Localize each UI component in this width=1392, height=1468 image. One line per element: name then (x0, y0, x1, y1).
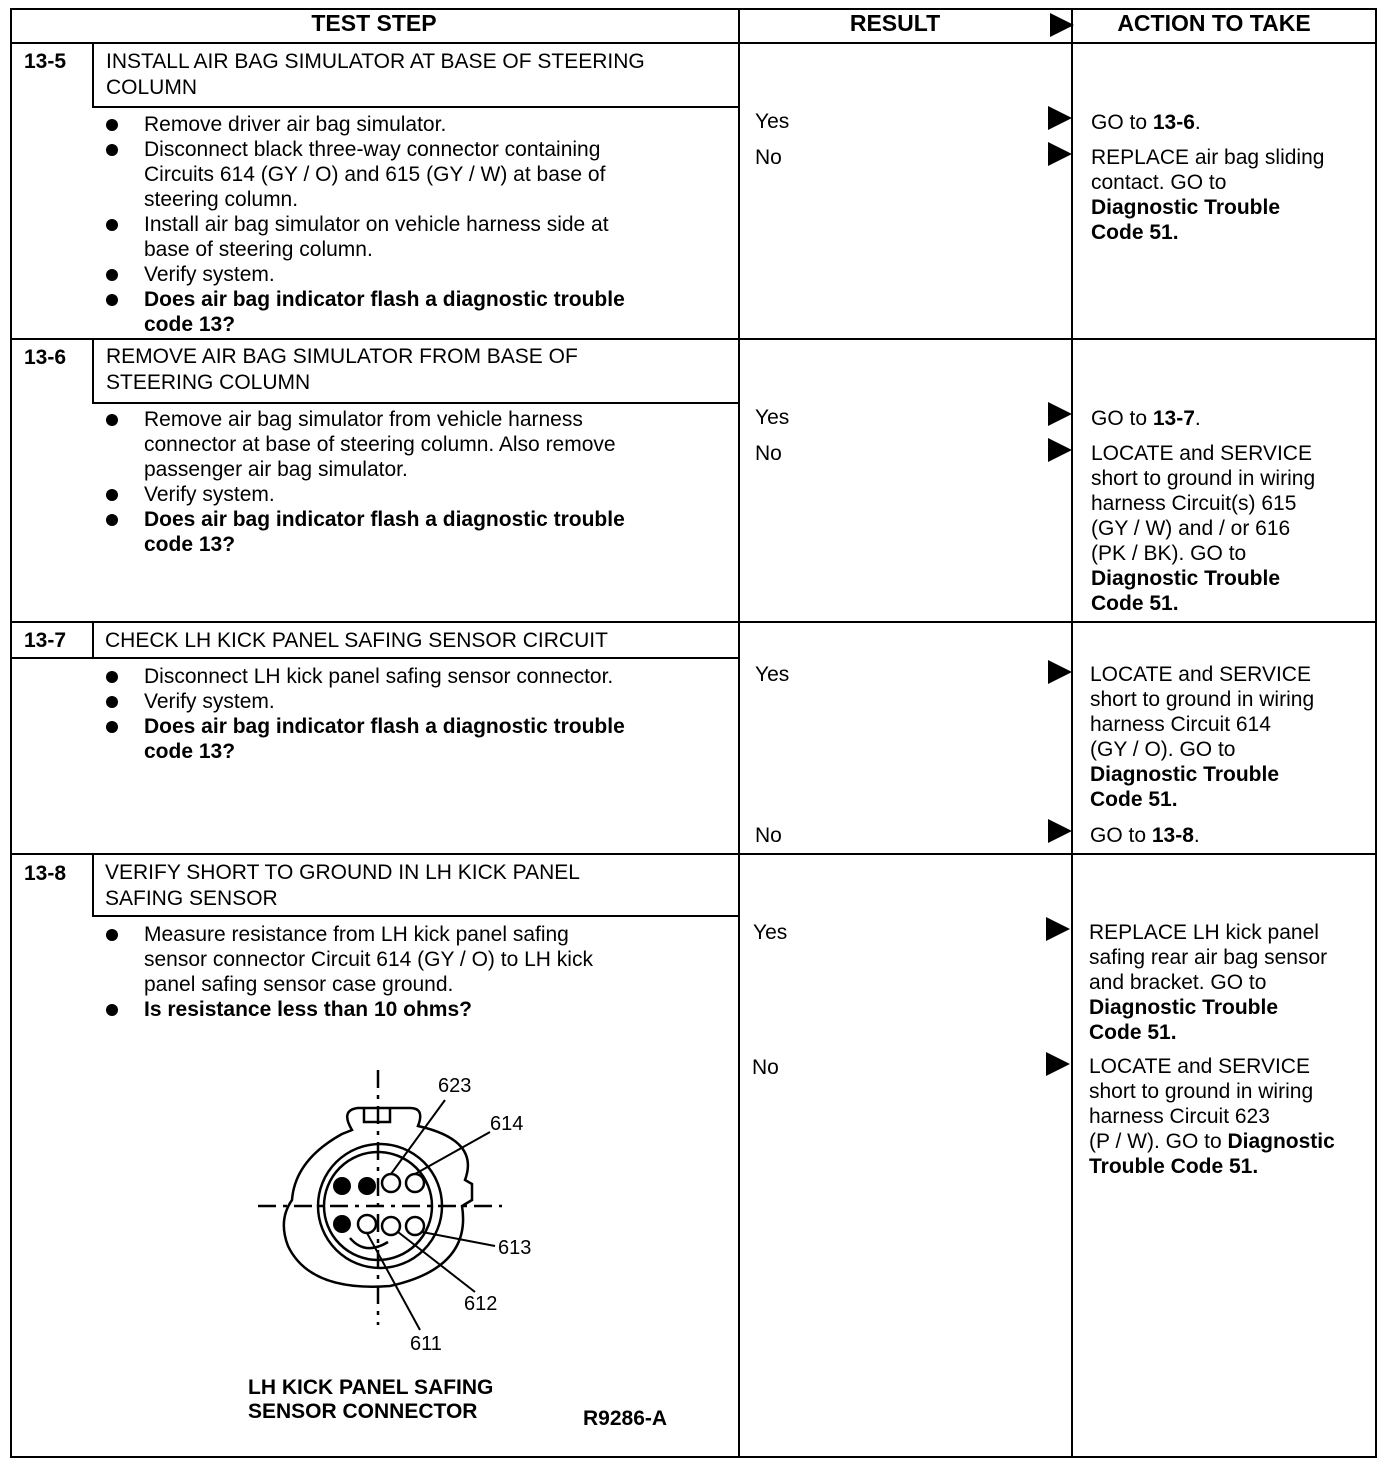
action-text-run: LOCATE and SERVICE short to ground in wiring harness Circuit(s) 615 (GY / W) and / or 616 (PK / BK). GO to (1091, 442, 1316, 565)
action-text-bold: 13-8 (1151, 824, 1194, 847)
step-bullet: Remove driver air bag simulator. (104, 112, 734, 137)
step-bullet: Disconnect LH kick panel safing sensor connector. (104, 664, 734, 689)
step-bullet: Measure resistance from LH kick panel safing sensor connector Circuit 614 (GY / O) to LH kick panel safing sensor case ground. (104, 922, 734, 997)
step-num-divider (92, 853, 94, 917)
step-bullet-list (104, 407, 734, 557)
action-text (1089, 920, 1369, 1045)
result-arrow-icon (1048, 106, 1072, 130)
pin-611 (358, 1215, 376, 1233)
step-bullet-list (104, 112, 734, 337)
step-title-underline (10, 657, 738, 659)
action-text-run: GO to (1090, 824, 1152, 847)
header-result: RESULT (849, 10, 941, 36)
action-text-bold: Diagnostic Trouble Code 51. (1090, 763, 1280, 811)
action-text-run: . (1194, 407, 1201, 430)
pin-613 (406, 1217, 424, 1235)
action-text-bold: Diagnostic Trouble Code 51. (1089, 1130, 1335, 1178)
result-label-no: No (755, 146, 782, 169)
step-number: 13-5 (24, 50, 67, 73)
action-text-run: GO to (1091, 407, 1153, 430)
figure-id: R9286-A (583, 1407, 668, 1430)
step-num-divider (92, 621, 94, 659)
action-text (1089, 1054, 1369, 1179)
step-title: INSTALL AIR BAG SIMULATOR AT BASE OF STEERING COLUMN (106, 50, 645, 99)
col-divider-result (738, 8, 740, 1458)
action-text-bold: Diagnostic Trouble Code 51. (1091, 567, 1281, 615)
result-arrow-icon (1046, 917, 1070, 941)
result-label-yes: Yes (753, 921, 788, 944)
result-label-yes: Yes (755, 406, 790, 429)
step-question: Does air bag indicator flash a diagnostic trouble code 13? (104, 714, 734, 764)
safing-sensor-connector-diagram (240, 1060, 560, 1360)
result-arrow-icon (1048, 402, 1072, 426)
row-separator-13-6 (10, 338, 1377, 340)
action-text-bold: 13-6 (1152, 111, 1195, 134)
result-label-yes: Yes (755, 663, 790, 686)
action-text (1091, 441, 1371, 616)
step-number: 13-8 (24, 862, 67, 885)
step-title: CHECK LH KICK PANEL SAFING SENSOR CIRCUIT (105, 629, 608, 652)
col-divider-action (1071, 8, 1073, 1458)
action-text (1091, 406, 1371, 431)
row-separator-13-8 (10, 853, 1377, 855)
pin-label-611: 611 (410, 1333, 442, 1355)
pin-filled (358, 1177, 376, 1195)
action-text (1091, 145, 1371, 245)
step-number: 13-7 (24, 629, 67, 652)
header-arrow-icon (1050, 13, 1074, 37)
table-right-border (1375, 8, 1377, 1458)
step-question: Does air bag indicator flash a diagnostic trouble code 13? (104, 507, 734, 557)
step-num-divider (92, 42, 94, 108)
pin-label-612: 612 (464, 1293, 498, 1315)
step-bullet: Verify system. (104, 262, 734, 287)
action-text (1091, 110, 1371, 135)
action-text-run: GO to (1091, 111, 1153, 134)
result-label-no: No (755, 824, 782, 847)
step-num-divider (92, 338, 94, 404)
step-question: Does air bag indicator flash a diagnostic trouble code 13? (104, 287, 734, 337)
pin-filled (333, 1177, 351, 1195)
table-left-border (10, 8, 12, 1458)
result-label-yes: Yes (755, 110, 790, 133)
pin-label-623: 623 (438, 1075, 472, 1097)
step-bullet: Verify system. (104, 689, 734, 714)
table-bottom-border (10, 1456, 1377, 1458)
key-slot (350, 1238, 388, 1248)
step-title: REMOVE AIR BAG SIMULATOR FROM BASE OF STEERING COLUMN (106, 345, 578, 394)
step-bullet: Remove air bag simulator from vehicle harness connector at base of steering column. Also remove passenger air bag simulator. (104, 407, 734, 482)
action-text-bold: 13-7 (1152, 407, 1195, 430)
step-question: Is resistance less than 10 ohms? (104, 997, 734, 1022)
action-text-run: . (1194, 111, 1201, 134)
step-bullet: Install air bag simulator on vehicle harness side at base of steering column. (104, 212, 734, 262)
result-arrow-icon (1048, 819, 1072, 843)
result-arrow-icon (1048, 660, 1072, 684)
action-text-run: LOCATE and SERVICE short to ground in wiring harness Circuit 623 (P / W). GO to (1089, 1055, 1314, 1153)
row-separator-13-7 (10, 621, 1377, 623)
step-title-underline (92, 915, 738, 917)
step-title-underline (92, 106, 738, 108)
step-bullet-list (104, 922, 734, 1022)
action-text-bold: Diagnostic Trouble Code 51. (1089, 996, 1279, 1044)
step-bullet-list (104, 664, 734, 764)
step-title-underline (92, 402, 738, 404)
action-text-bold: Diagnostic Trouble Code 51. (1091, 196, 1281, 244)
pin-label-613: 613 (498, 1237, 532, 1259)
header-bottom-border (10, 42, 1377, 44)
header-test-step: TEST STEP (311, 10, 437, 36)
step-number: 13-6 (24, 346, 67, 369)
action-text (1090, 662, 1370, 812)
action-text-run: . (1193, 824, 1200, 847)
leader-612 (398, 1232, 475, 1292)
pin-label-614: 614 (490, 1113, 524, 1135)
action-text-run: LOCATE and SERVICE short to ground in wiring harness Circuit 614 (GY / O). GO to (1090, 663, 1315, 761)
result-arrow-icon (1048, 142, 1072, 166)
pin-614 (406, 1174, 424, 1192)
pin-612 (382, 1217, 400, 1235)
diagram-caption: LH KICK PANEL SAFING SENSOR CONNECTOR (248, 1376, 494, 1423)
step-bullet: Disconnect black three-way connector containing Circuits 614 (GY / O) and 615 (GY / W) at base of steering column. (104, 137, 734, 212)
result-arrow-icon (1046, 1052, 1070, 1076)
result-label-no: No (755, 442, 782, 465)
result-label-no: No (752, 1056, 779, 1079)
pin-filled (333, 1215, 351, 1233)
result-arrow-icon (1048, 438, 1072, 462)
pin-623 (382, 1174, 400, 1192)
action-text (1090, 823, 1370, 848)
step-title: VERIFY SHORT TO GROUND IN LH KICK PANEL SAFING SENSOR (105, 861, 580, 910)
step-bullet: Verify system. (104, 482, 734, 507)
action-text-run: REPLACE air bag sliding contact. GO to (1091, 146, 1325, 194)
action-text-run: REPLACE LH kick panel safing rear air bag sensor and bracket. GO to (1089, 921, 1328, 994)
header-action: ACTION TO TAKE (1117, 10, 1311, 36)
